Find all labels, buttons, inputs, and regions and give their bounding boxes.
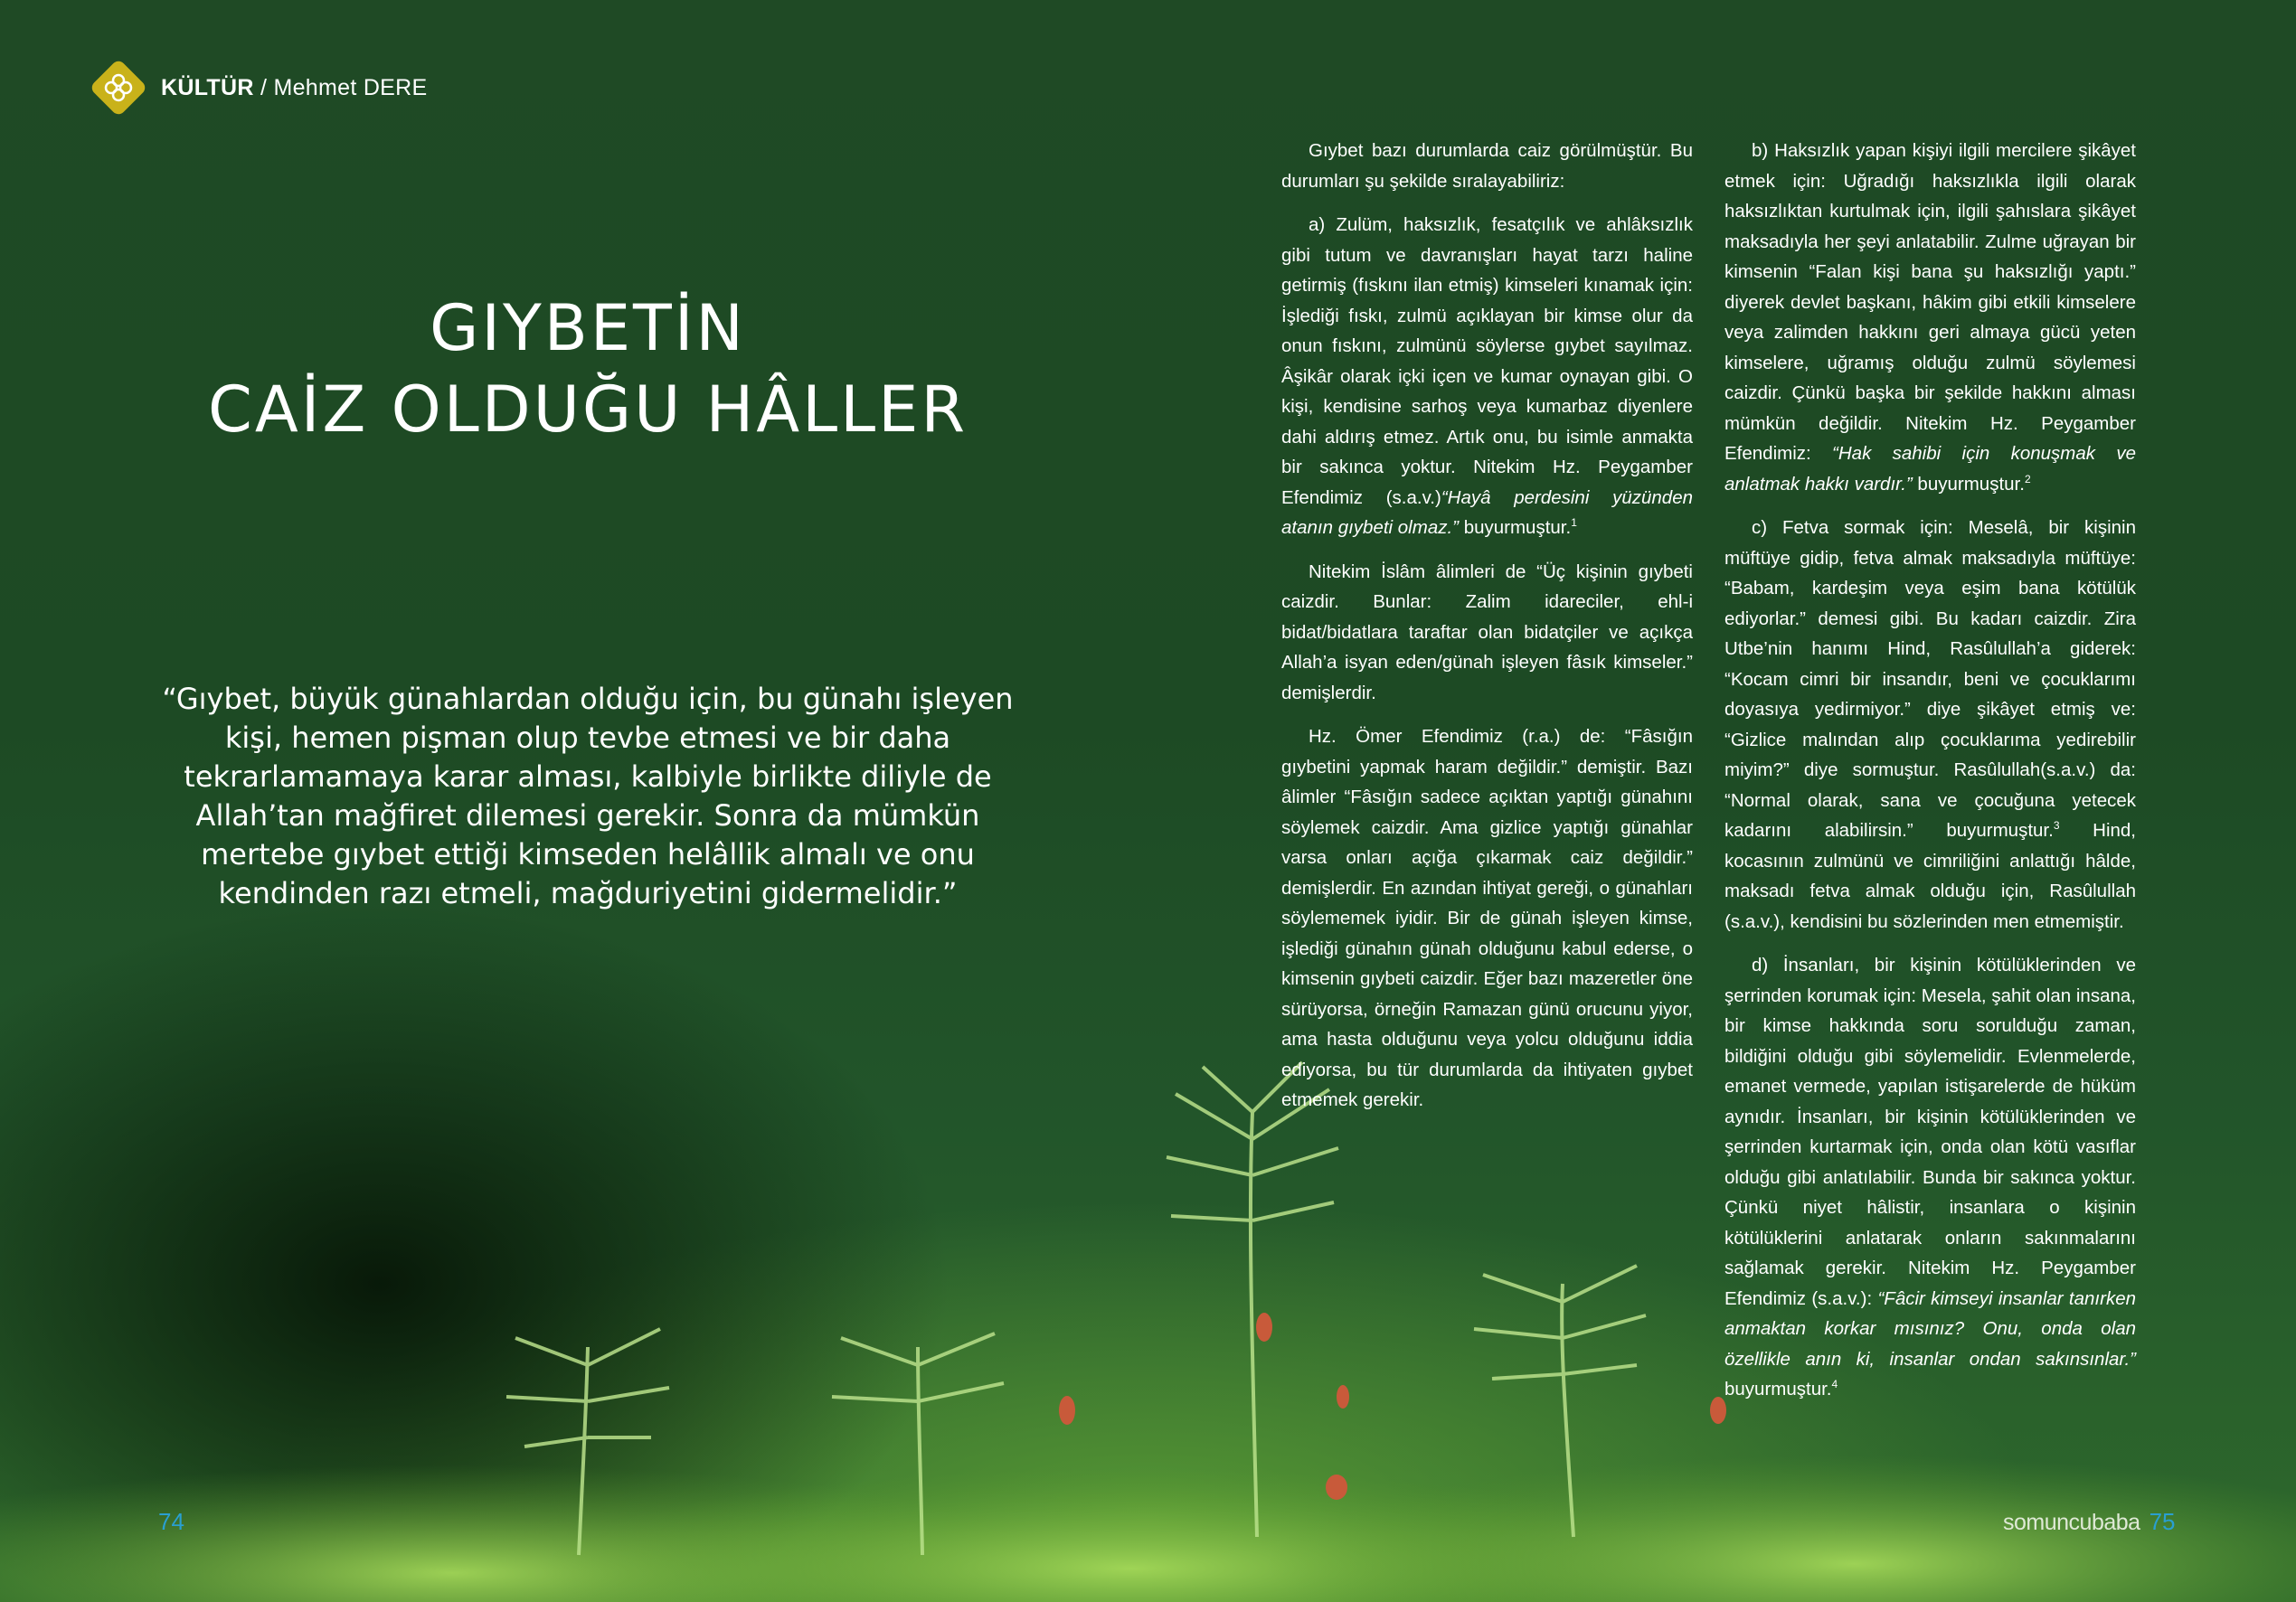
section-author <box>161 75 427 101</box>
paragraph: Nitekim İslâm âlimleri de “Üç kişinin gıybeti caizdir. Bunlar: Zalim idareciler, ehl-i bidat/bidatlara taraftar olan bidatçiler ve açıkça Allah’a isyan eden/günah işleyen fâsık kimseler.” demişlerdir. <box>1281 561 1693 703</box>
section-name: KÜLTÜR <box>161 74 254 100</box>
paragraph-text: buyurmuştur. <box>1459 517 1572 538</box>
paragraph: Hz. Ömer Efendimiz (r.a.) de: “Fâsığın gıybetini yapmak haram değildir.” demiştir. Bazı âlimler “Fâsığın sadece açıktan yaptığı günahını söylemek caizdir. Ama gizlice yaptığı günahlar varsa onları açığa çıkarmak caiz değildir.” demişlerdir. En azından ihtiyat gereği, o günahları söylememek iyidir. Bir de günah işleyen kimse, işlediği günahın günah olduğunu kabul ederse, o kimsenin gıybeti caizdir. Eğer bazı mazeretler öne sürüyorsa, örneğin Ramazan günü orucunu yiyor, ama hasta olduğunu veya yolcu olduğunu iddia ediyorsa, bu tür durumlarda da ihtiyaten gıybet etmemek gerekir. <box>1281 726 1693 1110</box>
footnote-mark: 4 <box>1831 1378 1838 1391</box>
article-title <box>136 287 1040 450</box>
hadith-quote: “Hak sahibi için konuşmak ve anlatmak hakkı vardır.” <box>1724 443 2136 495</box>
paragraph-text: buyurmuştur. <box>1912 473 2025 495</box>
hadith-quote: “Hayâ perdesini yüzünden atanın gıybeti olmaz.” <box>1281 486 1693 538</box>
page-footer-right <box>2003 1508 2175 1536</box>
header-separator: / <box>260 74 268 100</box>
author-name: Mehmet DERE <box>273 74 428 100</box>
title-line-1: GIYBETİN <box>430 291 746 365</box>
article-column-left <box>1281 136 1693 1129</box>
title-line-2: CAİZ OLDUĞU HÂLLER <box>208 372 968 447</box>
article-column-right <box>1724 136 2136 1418</box>
paragraph-text: a) Zulüm, haksızlık, fesatçılık ve ahlâksızlık gibi tutum ve davranışları hayat tarzı haline getirmiş (fıskını ilan etmiş) kimseleri kınamak için: İşlediği fıskı, zulmü açıklayan bir kimse olur da onun fıskını, zulmünü söylerse gıybet sayılmaz. Âşikâr olarak içki içen ve kumar oynayan gibi. O kişi, kendisine sarhoş veya kumarbaz diyenlere dahi aldırış etmez. Artık onu, bu isimle anmakta bir sakınca yoktur. Nitekim Hz. Peygamber Efendimiz (s.a.v.) <box>1281 214 1693 508</box>
magazine-logo-icon <box>87 56 150 119</box>
paragraph-text: Hind, kocasının zulmünü ve cimriliğini anlattığı hâlde, maksadı fetva almak olduğu için, Rasûlullah (s.a.v.), kendisini bu sözlerinden men etmemiştir. <box>1724 820 2136 932</box>
footnote-mark: 3 <box>2053 819 2060 833</box>
paragraph <box>1724 136 2136 499</box>
paragraph: Gıybet bazı durumlarda caiz görülmüştür. Bu durumları şu şekilde sıralayabiliriz: <box>1281 140 1693 192</box>
paragraph-text: d) İnsanları, bir kişinin kötülüklerinden ve şerrinden korumak için: Mesela, şahit olan insana, bir kimse hakkında soru sorulduğu zaman, bildiğini olduğu gibi söylemelidir. Evlenmelerde, emanet vermede, yapılan istişarelerde de hüküm aynıdır. İnsanları, bir kişinin kötülüklerinden ve şerrinden kurtarmak için, onda olan kötü vasıflar olduğu gibi anlatılabilir. Bunda bir sakınca yoktur. Çünkü niyet hâlistir, insanlara o kişinin kötülüklerini anlatarak onların sakınmalarını sağlamak gerekir. Nitekim Hz. Peygamber Efendimiz (s.a.v.): <box>1724 955 2136 1309</box>
magazine-name: somuncubaba <box>2003 1510 2140 1535</box>
paragraph-text: b) Haksızlık yapan kişiyi ilgili mercilere şikâyet etmek için: Uğradığı haksızlıkla ilgili olarak haksızlıktan kurtulmak için, ilgili şahıslara şikâyet maksadıyla her şeyi anlatabilir. Zulme uğrayan bir kimsenin “Falan kişi bana şu haksızlığı yaptı.” diyerek devlet başkanı, hâkim gibi etkili kimselere veya zalimden hakkını geri almaya gücü yeten kimselere, uğramış olduğu zulmü söylemesi caizdir. Çünkü başka bir şekilde hakkını alması mümkün değildir. Nitekim Hz. Peygamber Efendimiz: <box>1724 140 2136 464</box>
footnote-mark: 2 <box>2024 472 2031 485</box>
pull-quote: “Gıybet, büyük günahlardan olduğu için, bu günahı işleyen kişi, hemen pişman olup tevbe etmesi ve bir daha tekrarlamamaya karar alması, kalbiyle birlikte diliyle de Allah’tan mağfiret dilemesi gerekir. Sonra da mümkün mertebe gıybet ettiği kimseden helâllik almalı ve onu kendinden razı etmeli, mağduriyetini gidermelidir.” <box>162 682 1014 910</box>
page-number-left: 74 <box>158 1508 184 1535</box>
footnote-mark: 1 <box>1571 516 1577 530</box>
paragraph <box>1281 210 1693 543</box>
hadith-quote: “Fâcir kimseyi insanlar tanırken anmaktan korkar mısınız? Onu, onda olan özellikle anın ki, insanlar ondan sakınsınlar.” <box>1724 1287 2137 1370</box>
section-header <box>87 56 427 119</box>
page-number-right: 75 <box>2149 1508 2176 1535</box>
paragraph <box>1724 513 2136 937</box>
paragraph-text: buyurmuştur. <box>1724 1379 1832 1399</box>
paragraph-text: c) Fetva sormak için: Meselâ, bir kişinin müftüye gidip, fetva almak maksadıyla müftüye: “Babam, kardeşim veya eşim bana kötülük ediyorlar.” demesi gibi. Bu kadarı caizdir. Zira Utbe’nin hanımı Hind, Rasûlullah’a giderek: “Kocam cimri bir insandır, beni ve çocuklarımı doyasıya yedirmiyor.” diye şikâyet etmiş ve: “Gizlice malından alıp çocuklarıma yedirebilir miyim?” diye sormuştur. Rasûlullah(s.a.v.) da: “Normal olarak, sana ve çocuğuna yetecek kadarını alabilirsin.” buyurmuştur. <box>1724 517 2136 841</box>
paragraph <box>1724 950 2136 1405</box>
